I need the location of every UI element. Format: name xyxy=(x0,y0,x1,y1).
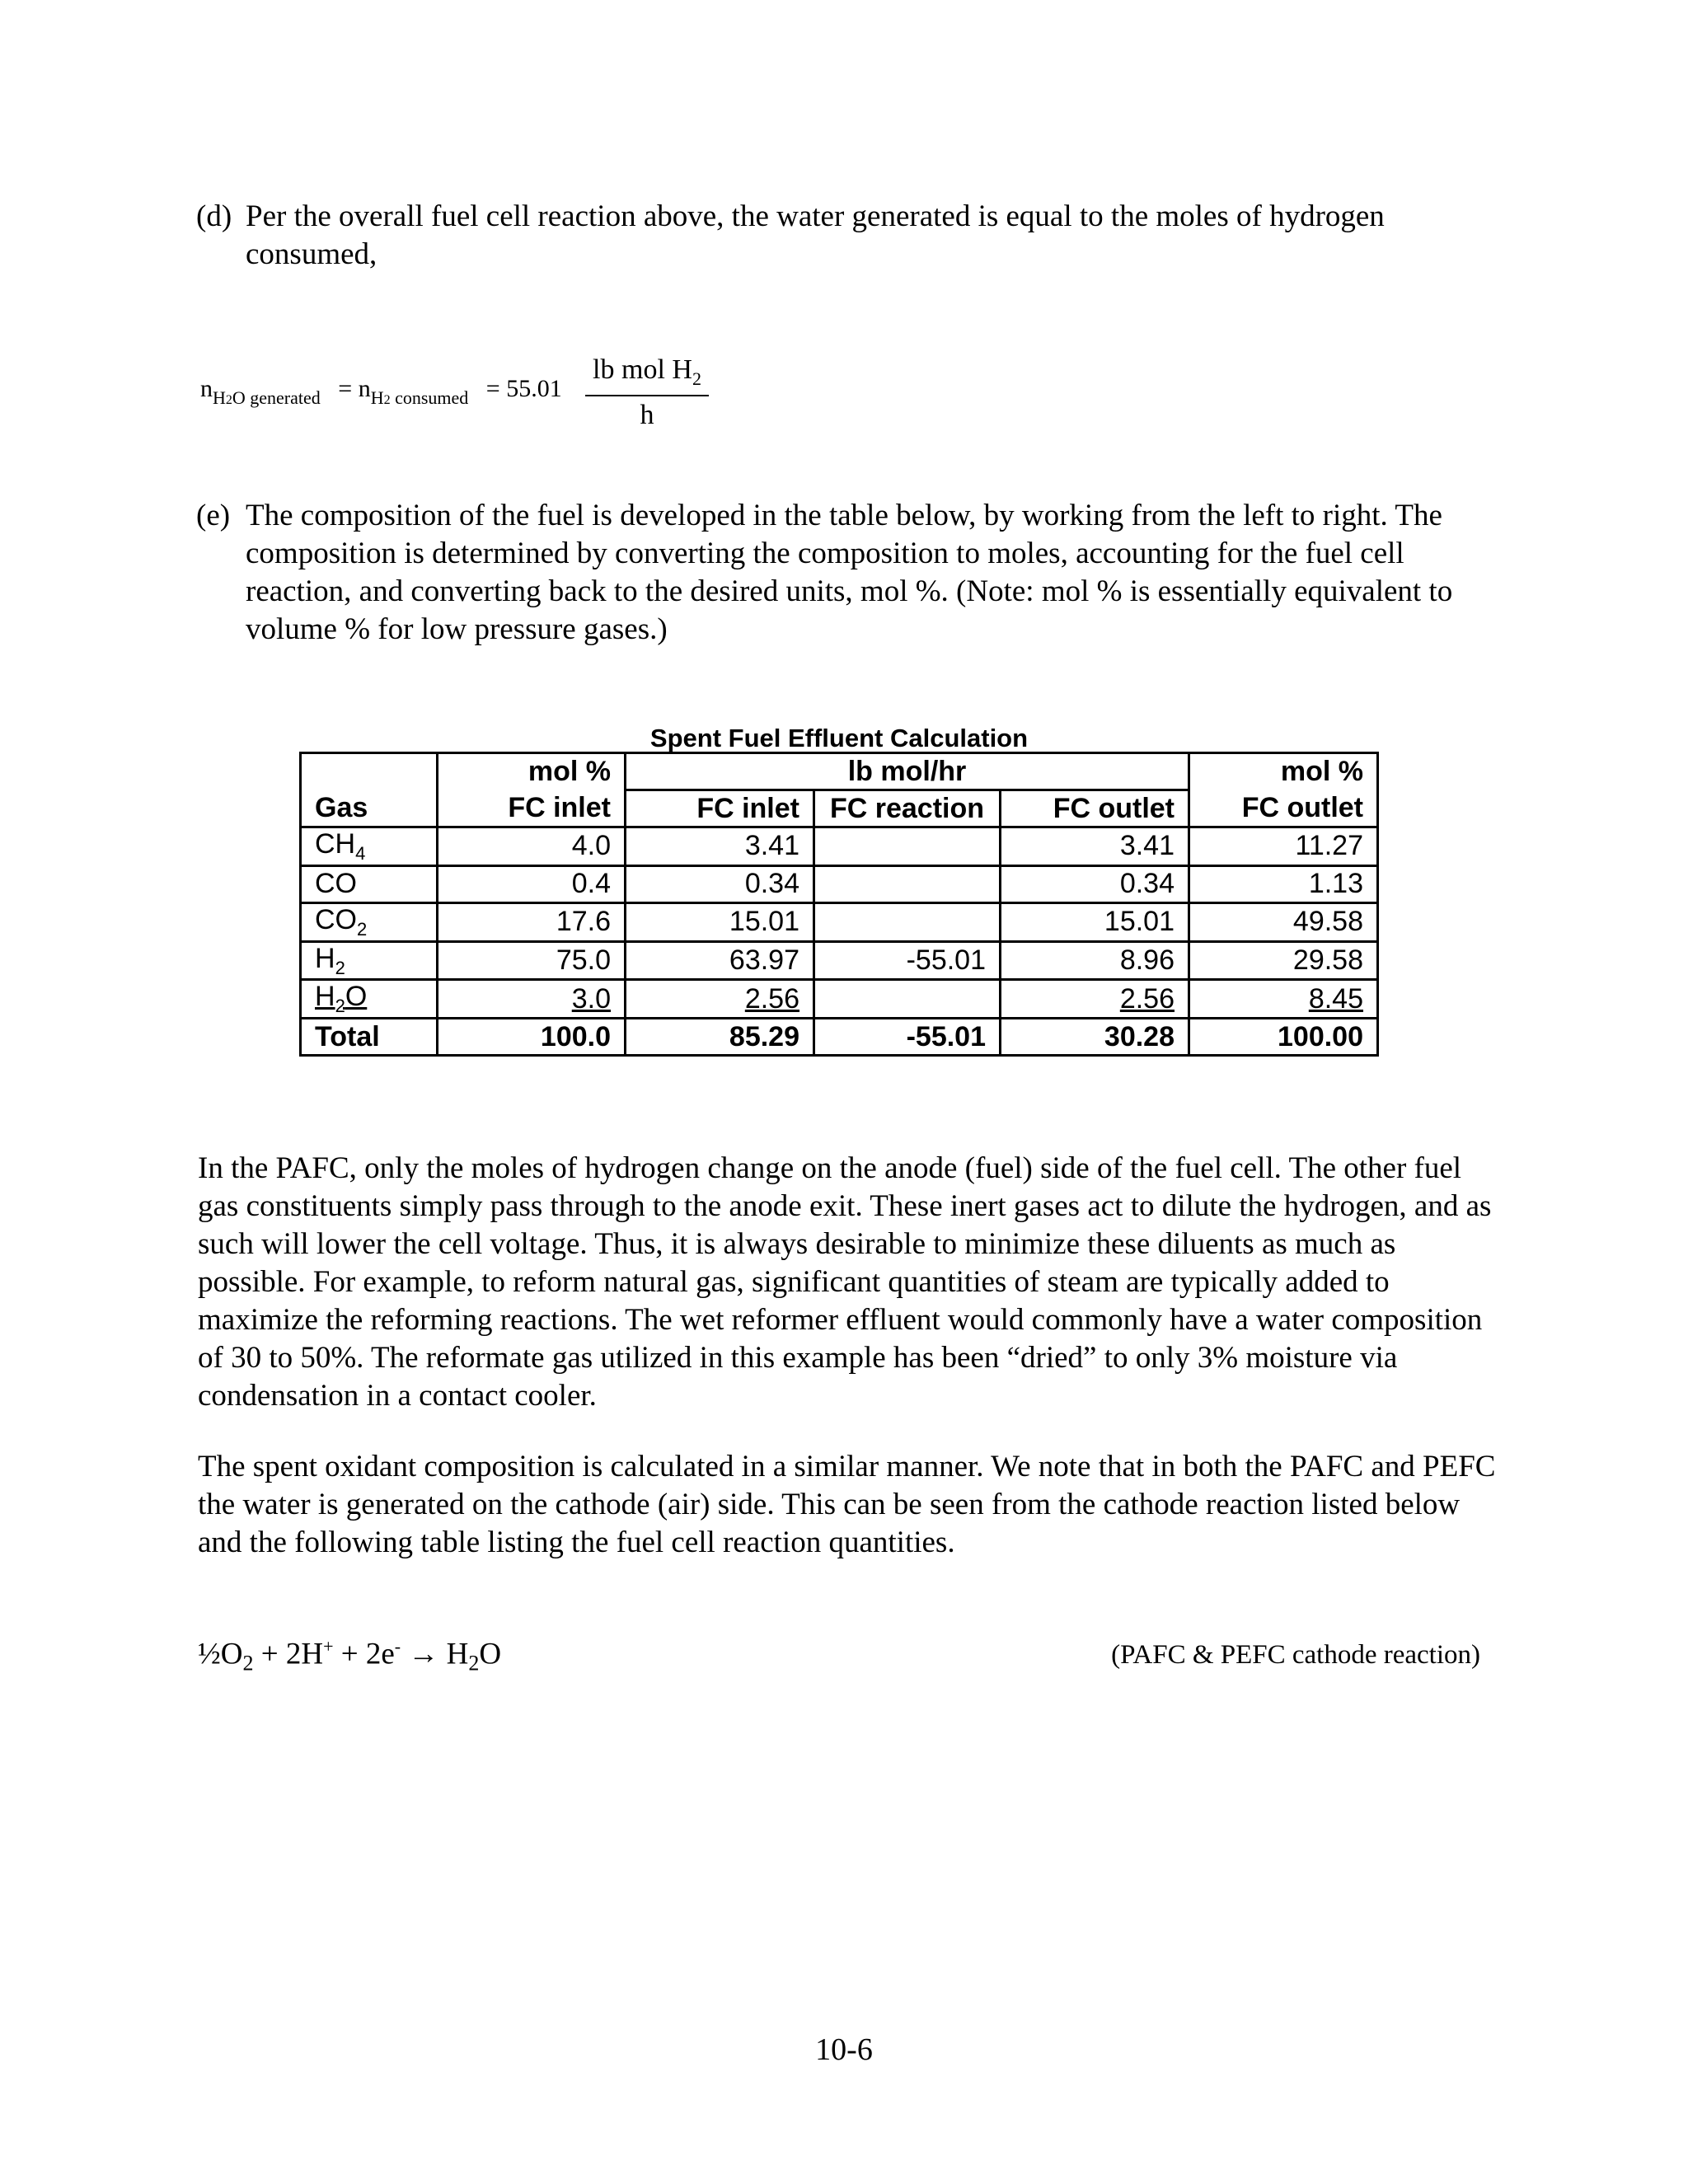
inlet-pct-cell: 75.0 xyxy=(438,941,626,980)
eq-value: = 55.01 xyxy=(485,375,562,402)
eq-n1: n xyxy=(200,375,213,402)
gas-sub: 2 xyxy=(335,957,345,978)
table-row xyxy=(301,902,1378,941)
gas-name: CH xyxy=(315,828,356,860)
water-generated-equation xyxy=(200,375,562,408)
table-row xyxy=(301,941,1378,980)
total-outlet: 30.28 xyxy=(1001,1019,1189,1056)
table-total-row xyxy=(301,1019,1378,1056)
inlet-cell xyxy=(626,980,814,1019)
gas-name: H xyxy=(315,981,335,1013)
eq-num-text: lb mol H xyxy=(593,354,692,385)
reaction-part: + 2e xyxy=(333,1637,395,1671)
outlet-value: 2.56 xyxy=(1119,982,1175,1015)
inlet-cell: 15.01 xyxy=(626,902,814,941)
header-fc-reaction: FC reaction xyxy=(814,790,1001,827)
eq-denominator: h xyxy=(640,399,654,430)
header-fc-inlet: FC inlet xyxy=(626,790,814,827)
total-outlet-pct: 100.00 xyxy=(1189,1019,1378,1056)
table-title: Spent Fuel Effluent Calculation xyxy=(649,724,1029,752)
item-e xyxy=(196,497,1515,649)
inlet-value: 2.56 xyxy=(744,982,799,1015)
eq-sub2a: H xyxy=(370,387,384,408)
reaction-part: + 2H xyxy=(253,1637,324,1671)
inlet-pct-cell: 0.4 xyxy=(438,865,626,902)
page-number: 10-6 xyxy=(815,2032,873,2067)
gas-sub: 2 xyxy=(357,918,368,940)
inlet-pct-cell xyxy=(438,980,626,1019)
header-mol-pct: mol % xyxy=(438,753,626,790)
item-e-text: The composition of the fuel is developed in the table below, by working from the left to right. The composition is determined by converting the composition to moles, accounting for the fuel cell reaction, and converting back to the desired units, mol %. (Note: mol % is essentially equivalent to volume % for low pressure gases.) xyxy=(246,499,1453,646)
gas-cell xyxy=(301,902,438,941)
total-inlet: 85.29 xyxy=(626,1019,814,1056)
gas-suffix: O xyxy=(345,981,368,1013)
header-fc-outlet: FC outlet xyxy=(1001,790,1189,827)
eq-sub1b: 2 xyxy=(225,393,232,407)
inlet-pct-cell: 17.6 xyxy=(438,902,626,941)
gas-name: CO xyxy=(315,903,357,935)
item-d-label: (d) xyxy=(196,199,232,233)
outlet-cell: 15.01 xyxy=(1001,902,1189,941)
header-empty xyxy=(301,753,438,790)
reaction-sub: 2 xyxy=(242,1651,254,1675)
paragraph-spent-oxidant: The spent oxidant composition is calculated in a similar manner. We note that in both the PAFC and PEFC the water is generated on the cathode (air) side. This can be seen from the cathode reaction listed below and the following table listing the fuel cell reaction quantities. xyxy=(198,1450,1496,1559)
gas-name: CO xyxy=(315,868,357,900)
reaction-sup: - xyxy=(394,1636,401,1657)
inlet-cell: 3.41 xyxy=(626,827,814,866)
outlet-pct-cell xyxy=(1189,980,1378,1019)
item-d xyxy=(196,198,1515,274)
reaction-cell xyxy=(814,902,1001,941)
inlet-cell: 0.34 xyxy=(626,865,814,902)
eq-numerator xyxy=(585,354,709,396)
item-e-label: (e) xyxy=(196,499,231,532)
table-row xyxy=(301,827,1378,866)
reaction-cell xyxy=(814,827,1001,866)
gas-cell xyxy=(301,941,438,980)
cathode-reaction-note: (PAFC & PEFC cathode reaction) xyxy=(1111,1640,1480,1670)
eq-num-sub: 2 xyxy=(692,368,701,389)
header-gas: Gas xyxy=(301,790,438,827)
eq-sub1a: H xyxy=(213,387,226,408)
outlet-cell: 0.34 xyxy=(1001,865,1189,902)
paragraph-pafc: In the PAFC, only the moles of hydrogen change on the anode (fuel) side of the fuel cell. The other fuel gas constituents simply pass through to the anode exit. These inert gases act to dilute the hydrogen, and as such will lower the cell voltage. Thus, it is always desirable to minimize these diluents as much as possible. For example, to reform natural gas, significant quantities of steam are typically added to maximize the reforming reactions. The wet reformer effluent would commonly have a water composition of 30 to 50%. The reformate gas utilized in this example has been “dried” to only 3% moisture via condensation in a contact cooler. xyxy=(198,1151,1492,1413)
eq-n2: n xyxy=(358,375,371,402)
eq-sub2c: consumed xyxy=(390,387,469,408)
eq-sub2b: 2 xyxy=(383,393,391,407)
gas-sub: 4 xyxy=(355,842,366,864)
reaction-cell xyxy=(814,865,1001,902)
gas-name-underlined xyxy=(315,981,368,1017)
reaction-cell: -55.01 xyxy=(814,941,1001,980)
gas-cell xyxy=(301,827,438,866)
total-reaction: -55.01 xyxy=(814,1019,1001,1056)
outlet-pct-cell: 1.13 xyxy=(1189,865,1378,902)
header-mol-pct-2: mol % xyxy=(1189,753,1378,790)
gas-cell xyxy=(301,980,438,1019)
spent-fuel-table xyxy=(299,752,1379,1057)
reaction-sub: 2 xyxy=(468,1651,480,1675)
outlet-pct-cell: 11.27 xyxy=(1189,827,1378,866)
reaction-part: ½O xyxy=(198,1637,243,1671)
table-header-row-2 xyxy=(301,790,1378,827)
reaction-cell xyxy=(814,980,1001,1019)
gas-name: H xyxy=(315,942,335,974)
header-lbmol: lb mol/hr xyxy=(626,753,1189,790)
total-label: Total xyxy=(301,1019,438,1056)
total-inlet-pct: 100.0 xyxy=(438,1019,626,1056)
outlet-pct-cell: 29.58 xyxy=(1189,941,1378,980)
header-fc-outlet-pct: FC outlet xyxy=(1189,790,1378,827)
outlet-pct-cell: 49.58 xyxy=(1189,902,1378,941)
gas-cell xyxy=(301,865,438,902)
table-header-row-1 xyxy=(301,753,1378,790)
inlet-pct-cell: 4.0 xyxy=(438,827,626,866)
table-row xyxy=(301,865,1378,902)
reaction-part: → H xyxy=(401,1637,469,1671)
inlet-cell: 63.97 xyxy=(626,941,814,980)
outlet-pct-value: 8.45 xyxy=(1308,982,1363,1015)
table-row xyxy=(301,980,1378,1019)
eq-equals1: = xyxy=(338,375,353,402)
outlet-cell xyxy=(1001,980,1189,1019)
outlet-cell: 8.96 xyxy=(1001,941,1189,980)
cathode-reaction xyxy=(198,1636,501,1676)
eq-sub2 xyxy=(371,387,469,408)
eq-sub1 xyxy=(213,387,321,408)
gas-sub: 2 xyxy=(335,996,345,1017)
reaction-part: O xyxy=(479,1637,502,1671)
eq-sub1c: O generated xyxy=(232,387,321,408)
header-fc-inlet-pct: FC inlet xyxy=(438,790,626,827)
reaction-sup: + xyxy=(323,1636,334,1657)
outlet-cell: 3.41 xyxy=(1001,827,1189,866)
eq-fraction xyxy=(585,354,709,431)
inlet-pct-value: 3.0 xyxy=(571,982,611,1015)
item-d-text: Per the overall fuel cell reaction above, the water generated is equal to the moles of hydrogen consumed, xyxy=(246,199,1385,271)
